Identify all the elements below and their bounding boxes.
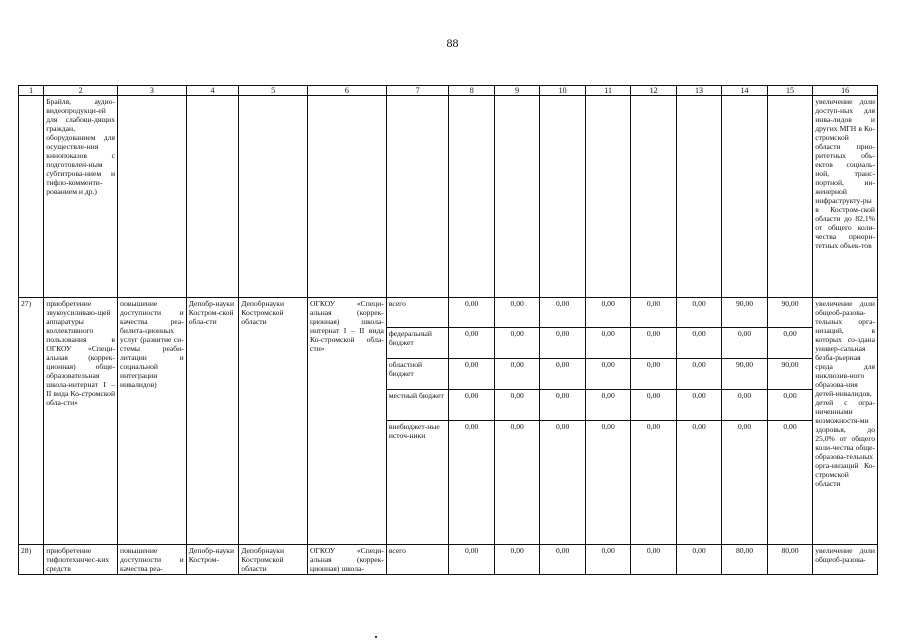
column-number: 9	[494, 86, 539, 96]
amount-cell: 0,00	[676, 298, 721, 328]
participant: ОГКОУ «Специ-альная (коррек-ционная) школа-	[308, 545, 387, 575]
funding-source: местный бюджет	[386, 390, 449, 421]
amount-cell: 80,00	[722, 545, 767, 575]
amount-cell: 0,00	[585, 390, 630, 421]
column-number: 12	[631, 86, 676, 96]
column-number: 4	[186, 86, 239, 96]
scan-speck	[375, 636, 377, 638]
amount-cell: 0,00	[449, 298, 494, 328]
funding-source: всего	[386, 545, 449, 575]
amount-cell: 0,00	[631, 390, 676, 421]
cell-empty	[186, 96, 239, 298]
amount-cell: 90,00	[722, 298, 767, 328]
continuation-row	[19, 96, 878, 298]
page-number: 88	[446, 36, 459, 50]
cell-empty	[19, 96, 44, 298]
amount-cell: 0,00	[494, 421, 539, 545]
column-number: 14	[722, 86, 767, 96]
cell-empty	[386, 96, 449, 298]
participant: ОГКОУ «Специ-альная (коррек-ционная) школа-интернат I – II вида Ко-стромской обла-сти»	[308, 298, 387, 545]
measure-name: приобретение тифлотехничес-ких средств	[44, 545, 118, 575]
amount-cell: 80,00	[767, 545, 812, 575]
amount-cell: 0,00	[494, 359, 539, 390]
measure-goal: повышение доступности и качества реа-	[118, 545, 187, 575]
table-row	[19, 545, 878, 575]
cell-empty	[239, 96, 308, 298]
amount-cell: 0,00	[540, 545, 585, 575]
amount-cell: 0,00	[631, 298, 676, 328]
cell-empty	[118, 96, 187, 298]
amount-cell: 0,00	[722, 421, 767, 545]
column-number: 3	[118, 86, 187, 96]
amount-cell: 0,00	[449, 421, 494, 545]
amount-cell: 0,00	[585, 328, 630, 359]
amount-cell: 0,00	[494, 390, 539, 421]
cell-empty	[308, 96, 387, 298]
amount-cell: 0,00	[767, 328, 812, 359]
amount-cell: 0,00	[449, 545, 494, 575]
amount-cell: 0,00	[631, 421, 676, 545]
cell-empty	[585, 96, 630, 298]
column-number: 2	[44, 86, 118, 96]
column-number: 7	[386, 86, 449, 96]
column-number: 5	[239, 86, 308, 96]
column-number: 10	[540, 86, 585, 96]
amount-cell: 0,00	[676, 421, 721, 545]
row-number: 28)	[19, 545, 44, 575]
funding-source: областной бюджет	[386, 359, 449, 390]
amount-cell: 0,00	[585, 298, 630, 328]
target-indicator: увеличение доли общеоб-разова-	[813, 545, 878, 575]
amount-cell: 0,00	[631, 545, 676, 575]
target-indicator: увеличение доли доступ-ных для инва-лидов и других МГН в Ко-стромской области прио-ритетных объ-ектов социаль-ной, транс-портной, ин-женерной инфраструкту-ры в Костром-ской области до 82,1% от общего коли-чества приори-тетных объек-тов	[813, 96, 878, 298]
amount-cell: 0,00	[449, 390, 494, 421]
co-executor: Депобрнауки Костромской области	[239, 298, 308, 545]
amount-cell: 0,00	[494, 328, 539, 359]
amount-cell: 0,00	[540, 298, 585, 328]
amount-cell: 0,00	[767, 421, 812, 545]
amount-cell: 90,00	[722, 359, 767, 390]
program-table	[18, 85, 878, 575]
amount-cell: 0,00	[449, 359, 494, 390]
cell-empty	[449, 96, 494, 298]
cell-empty	[631, 96, 676, 298]
amount-cell: 0,00	[540, 359, 585, 390]
amount-cell: 0,00	[494, 545, 539, 575]
funding-source: всего	[386, 298, 449, 328]
amount-cell: 0,00	[540, 328, 585, 359]
amount-cell: 90,00	[767, 359, 812, 390]
funding-source: федеральный бюджет	[386, 328, 449, 359]
column-number: 6	[308, 86, 387, 96]
amount-cell: 0,00	[585, 359, 630, 390]
amount-cell: 0,00	[722, 328, 767, 359]
column-number: 16	[813, 86, 878, 96]
cell-empty	[494, 96, 539, 298]
amount-cell: 0,00	[676, 328, 721, 359]
amount-cell: 0,00	[540, 421, 585, 545]
cell-empty	[767, 96, 812, 298]
amount-cell: 0,00	[767, 390, 812, 421]
column-number: 15	[767, 86, 812, 96]
responsible-executor: Депобр-науки Костром-	[186, 545, 239, 575]
column-number: 11	[585, 86, 630, 96]
target-indicator: увеличение доли общеоб-разова-тельных орга-низаций, в которых со-здана универ-сальная безба-рьерная среда для инклюзив-ного образова-ния детей-инвалидов, детей с огра-ниченными возможностя-ми здоровья, до 25,0% от общего коли-чества обще-образова-тельных орга-низаций Ко-стромской области	[813, 298, 878, 545]
column-number: 8	[449, 86, 494, 96]
measure-text: Брайля, аудио-видеопродукци-ей для слабови-дящих граждан, оборудованием для осуществле-ния кинопоказов с подготовлен-ным субтитрова-нием и тифло-комменти-рованием и др.)	[44, 96, 118, 298]
amount-cell: 0,00	[676, 359, 721, 390]
cell-empty	[676, 96, 721, 298]
cell-empty	[540, 96, 585, 298]
responsible-executor: Депобр-науки Костром-ской обла-сти	[186, 298, 239, 545]
amount-cell: 90,00	[767, 298, 812, 328]
amount-cell: 0,00	[722, 390, 767, 421]
row-number: 27)	[19, 298, 44, 545]
table-row	[19, 298, 878, 328]
amount-cell: 0,00	[494, 298, 539, 328]
amount-cell: 0,00	[449, 328, 494, 359]
column-number: 1	[19, 86, 44, 96]
funding-source: внебюджет-ные источ-ники	[386, 421, 449, 545]
co-executor: Депобрнауки Костромской области	[239, 545, 308, 575]
measure-goal: повышение доступности и качества реа-билита-ционных услуг (развитие си-стемы реаби-литации и социальной интеграции инвалидов)	[118, 298, 187, 545]
column-number: 13	[676, 86, 721, 96]
measure-name: приобретение звукоусиливаю-щей аппаратуры коллективного пользования в ОГКОУ «Специ-альная (коррек-ционная) обще-образовательная школа-интернат I – II вида Ко-стромской обла-сти»	[44, 298, 118, 545]
amount-cell: 0,00	[631, 359, 676, 390]
amount-cell: 0,00	[585, 421, 630, 545]
amount-cell: 0,00	[540, 390, 585, 421]
amount-cell: 0,00	[676, 545, 721, 575]
amount-cell: 0,00	[631, 328, 676, 359]
cell-empty	[722, 96, 767, 298]
column-number-row	[19, 86, 878, 96]
amount-cell: 0,00	[676, 390, 721, 421]
amount-cell: 0,00	[585, 545, 630, 575]
